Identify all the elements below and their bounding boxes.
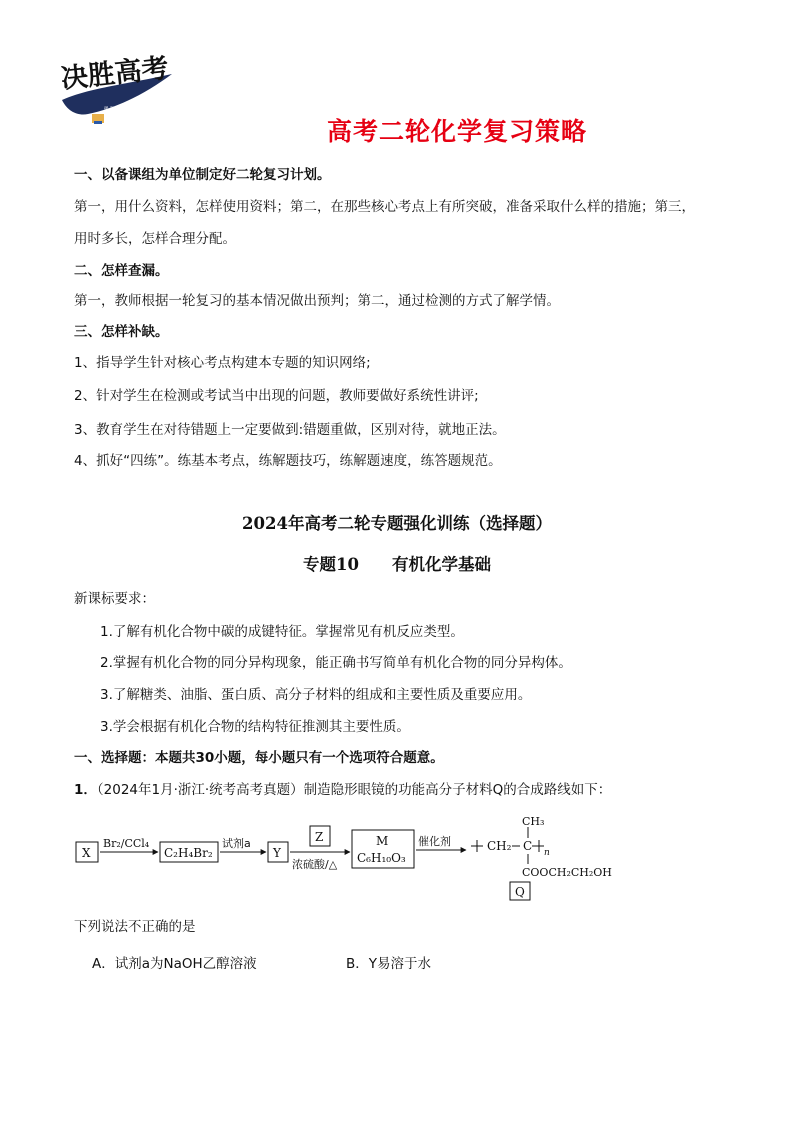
page-title: 高考二轮化学复习策略: [326, 117, 587, 146]
question-1: [74, 781, 611, 799]
requirements-label: 新课标要求：: [74, 591, 155, 607]
synthesis-scheme: [74, 816, 634, 902]
requirement-item: 2.掌握有机化合物的同分异构现象，能正确书写简单有机化合物的同分异构体。: [100, 655, 572, 671]
question-text: （2024年1月·浙江·统考高考真题）制造隐形眼镜的功能高分子材料Q的合成路线如下：: [96, 782, 612, 798]
strategy-item: 3、教育学生在对待错题上一定要做到:错题重做，区别对待，就地正法。: [74, 422, 506, 438]
strategy-item: 2、针对学生在检测或考试当中出现的问题，教师要做好系统性讲评;: [74, 388, 479, 404]
compound-m-formula: C₆H₁₀O₃: [357, 851, 406, 865]
compound-x: X: [82, 846, 91, 860]
section-heading: 一、选择题：本题共30小题，每小题只有一个选项符合题意。: [74, 750, 444, 766]
reagent-1: Br₂/CCl₄: [103, 837, 150, 850]
strategy-item: 1、指导学生针对核心考点构建本专题的知识网络;: [74, 355, 371, 371]
requirement-item: 3.了解糖类、油脂、蛋白质、高分子材料的组成和主要性质及重要应用。: [100, 687, 532, 703]
polymer-ch2: CH₂: [487, 839, 512, 853]
compound-m: M: [376, 834, 389, 848]
strategy-text-2: 第一，教师根据一轮复习的基本情况做出预判；第二，通过检测的方式了解学情。: [74, 293, 560, 309]
strategy-text-1a: 第一，用什么资料，怎样使用资料；第二，在那些核心考点上有所突破，准备采取什么样的措施；第三，: [74, 199, 695, 215]
strategy-heading-2: 二、怎样查漏。: [74, 263, 169, 279]
option-a: A．试剂a为NaOH乙醇溶液: [92, 956, 257, 972]
reagent-2: 试剂a: [222, 837, 251, 850]
topic-title: 专题10 有机化学基础: [303, 555, 491, 574]
compound-q: Q: [515, 885, 525, 899]
polymer-ch3: CH₃: [522, 816, 545, 828]
training-title: 2024年高考二轮专题强化训练（选择题）: [242, 514, 552, 533]
logo-text: 决胜高考: [59, 52, 171, 95]
compound-c2h4br2: C₂H₄Br₂: [164, 846, 213, 860]
strategy-text-1b: 用时多长，怎样合理分配。: [74, 231, 236, 247]
catalyst: 催化剂: [418, 835, 451, 848]
strategy-heading-3: 三、怎样补缺。: [74, 324, 169, 340]
question-prompt: 下列说法不正确的是: [74, 919, 196, 935]
logo-subtext: 揭 秘 考 题 · 掌 握 方 法: [104, 107, 153, 112]
requirement-item: 3.学会根据有机化合物的结构特征推测其主要性质。: [100, 719, 410, 735]
polymer-n: n: [544, 848, 550, 858]
strategy-heading-1: 一、以备课组为单位制定好二轮复习计划。: [74, 167, 331, 183]
compound-z: Z: [315, 830, 324, 844]
compound-y: Y: [273, 846, 281, 860]
requirement-item: 1.了解有机化合物中碳的成键特征。掌握常见有机反应类型。: [100, 624, 464, 640]
condition: 浓硫酸/△: [292, 858, 338, 871]
strategy-item: 4、抓好“四练”。练基本考点，练解题技巧，练解题速度，练答题规范。: [74, 453, 502, 469]
question-number: 1．: [74, 782, 97, 798]
option-b: B．Y易溶于水: [346, 956, 432, 972]
polymer-c: C: [523, 839, 533, 853]
polymer-side-chain: COOCH₂CH₂OH: [522, 866, 612, 879]
